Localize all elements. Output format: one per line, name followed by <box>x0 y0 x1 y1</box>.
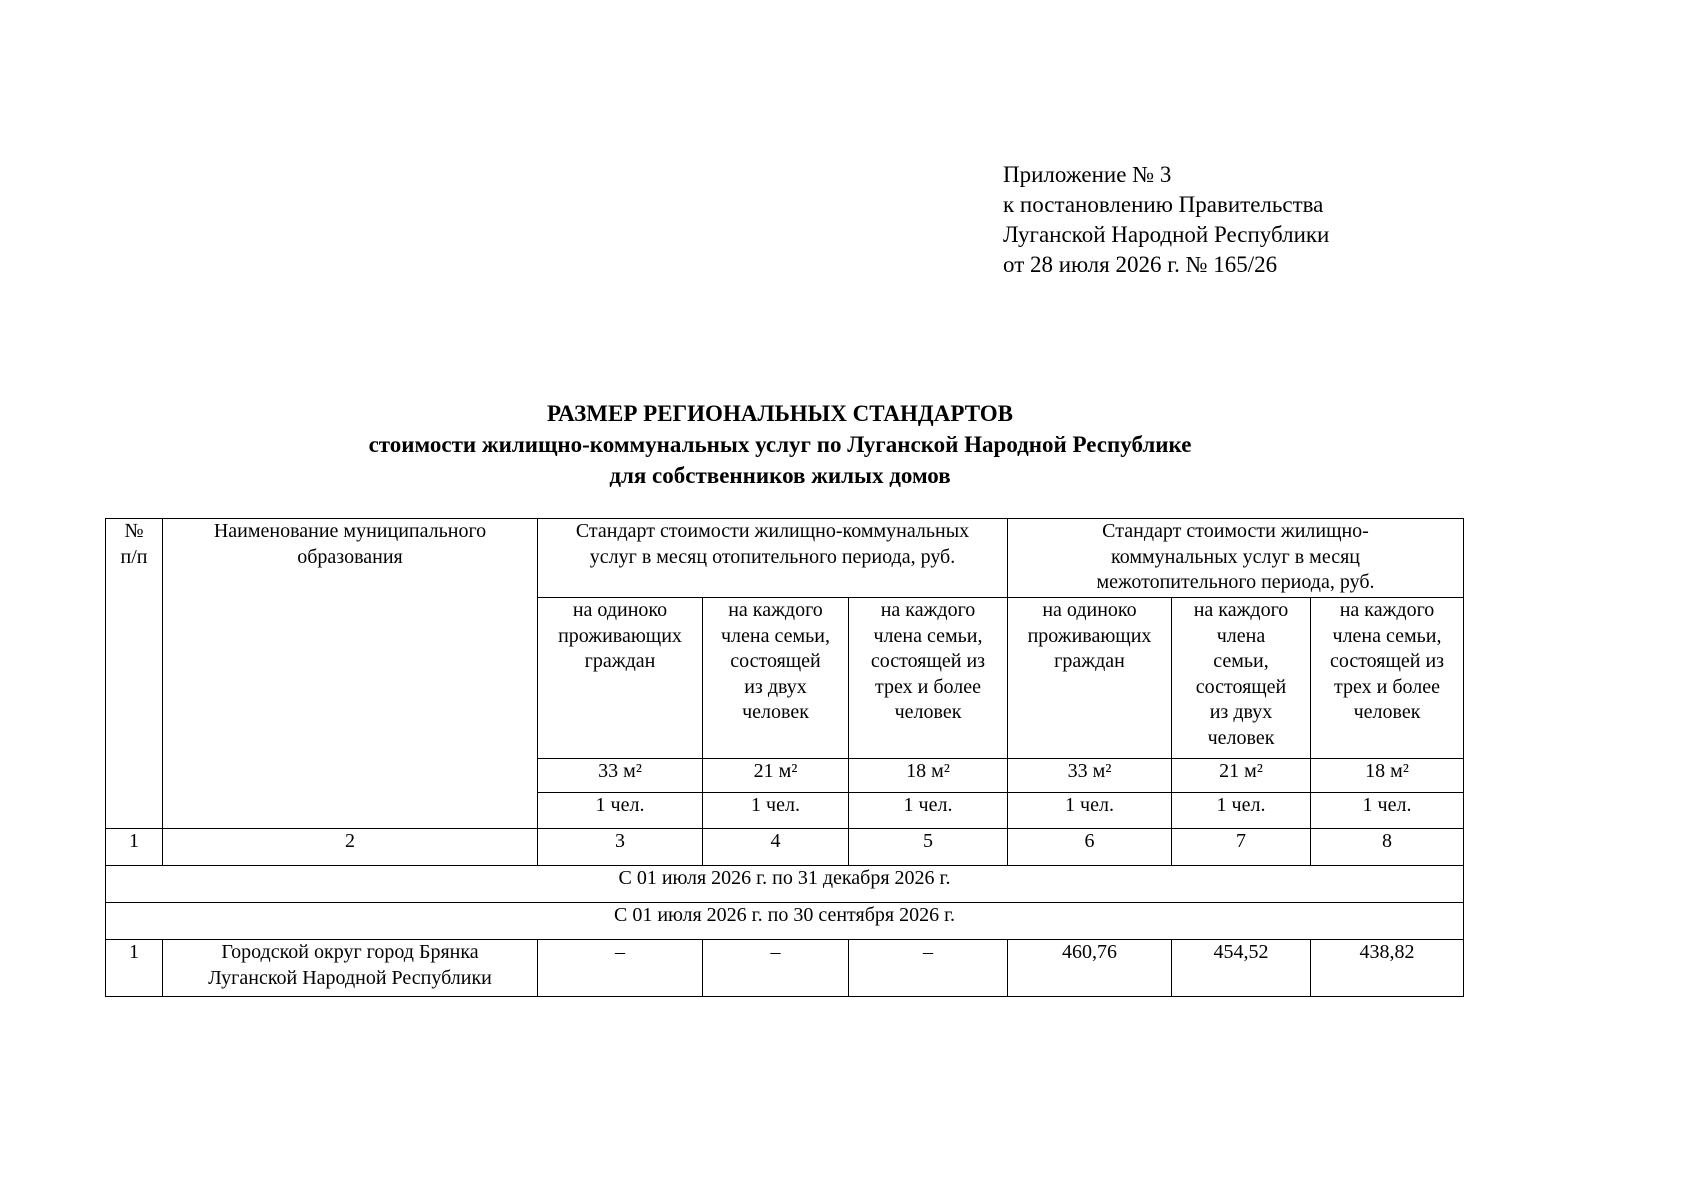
municipality-name: Городской округ город Брянка Луганской Народной Республики <box>163 940 538 997</box>
appendix-line: Луганской Народной Республики <box>1003 222 1330 247</box>
column-number: 7 <box>1172 829 1311 866</box>
value-cell: 460,76 <box>1008 940 1172 997</box>
area-cell: 18 м² <box>849 759 1008 793</box>
title-line-2: стоимости жилищно-коммунальных услуг по Луганской Народной Республике <box>368 432 1192 457</box>
title-line-1: РАЗМЕР РЕГИОНАЛЬНЫХ СТАНДАРТОВ <box>547 401 1013 426</box>
subheader-cell: на каждого члена семьи, состоящей из трех и более человек <box>849 598 1008 759</box>
value-cell: 438,82 <box>1311 940 1464 997</box>
column-number: 1 <box>106 829 163 866</box>
value-cell: – <box>703 940 849 997</box>
area-cell: 18 м² <box>1311 759 1464 793</box>
persons-cell: 1 чел. <box>703 793 849 829</box>
persons-cell: 1 чел. <box>538 793 703 829</box>
period-label: С 01 июля 2026 г. по 31 декабря 2026 г. <box>106 866 1464 903</box>
subheader-cell: на каждого члена семьи, состоящей из двух человек <box>1172 598 1311 759</box>
period-row <box>106 903 1464 940</box>
table-row <box>106 940 1464 997</box>
column-numbers-row <box>106 829 1464 866</box>
subheader-cell: на одиноко проживающих граждан <box>538 598 703 759</box>
header-municipality: Наименование муниципального образования <box>163 519 538 829</box>
column-number: 8 <box>1311 829 1464 866</box>
subheader-cell: на каждого члена семьи, состоящей из трех и более человек <box>1311 598 1464 759</box>
column-number: 6 <box>1008 829 1172 866</box>
value-cell: 454,52 <box>1172 940 1311 997</box>
area-cell: 33 м² <box>1008 759 1172 793</box>
subheader-cell: на каждого члена семьи, состоящей из двух человек <box>703 598 849 759</box>
persons-cell: 1 чел. <box>1311 793 1464 829</box>
document-title <box>0 398 1560 491</box>
column-number: 5 <box>849 829 1008 866</box>
header-num: № п/п <box>106 519 163 829</box>
standards-table <box>105 518 1464 997</box>
appendix-block <box>1003 160 1329 280</box>
appendix-line: от 28 июля 2026 г. № 165/26 <box>1003 252 1278 277</box>
header-heating-period: Стандарт стоимости жилищно-коммунальных услуг в месяц отопительного периода, руб. <box>538 519 1008 598</box>
column-number: 4 <box>703 829 849 866</box>
column-number: 3 <box>538 829 703 866</box>
persons-cell: 1 чел. <box>1008 793 1172 829</box>
area-cell: 21 м² <box>1172 759 1311 793</box>
appendix-line: к постановлению Правительства <box>1003 192 1324 217</box>
value-cell: – <box>538 940 703 997</box>
header-non-heating-period: Стандарт стоимости жилищно- коммунальных услуг в месяц межотопительного периода, руб. <box>1008 519 1464 598</box>
title-line-3: для собственников жилых домов <box>609 463 951 488</box>
appendix-line: Приложение № 3 <box>1003 162 1172 187</box>
persons-cell: 1 чел. <box>849 793 1008 829</box>
column-number: 2 <box>163 829 538 866</box>
persons-cell: 1 чел. <box>1172 793 1311 829</box>
row-number: 1 <box>106 940 163 997</box>
area-cell: 33 м² <box>538 759 703 793</box>
value-cell: – <box>849 940 1008 997</box>
subheader-cell: на одиноко проживающих граждан <box>1008 598 1172 759</box>
period-row <box>106 866 1464 903</box>
period-label: С 01 июля 2026 г. по 30 сентября 2026 г. <box>106 903 1464 940</box>
header-row <box>106 519 1464 598</box>
area-cell: 21 м² <box>703 759 849 793</box>
